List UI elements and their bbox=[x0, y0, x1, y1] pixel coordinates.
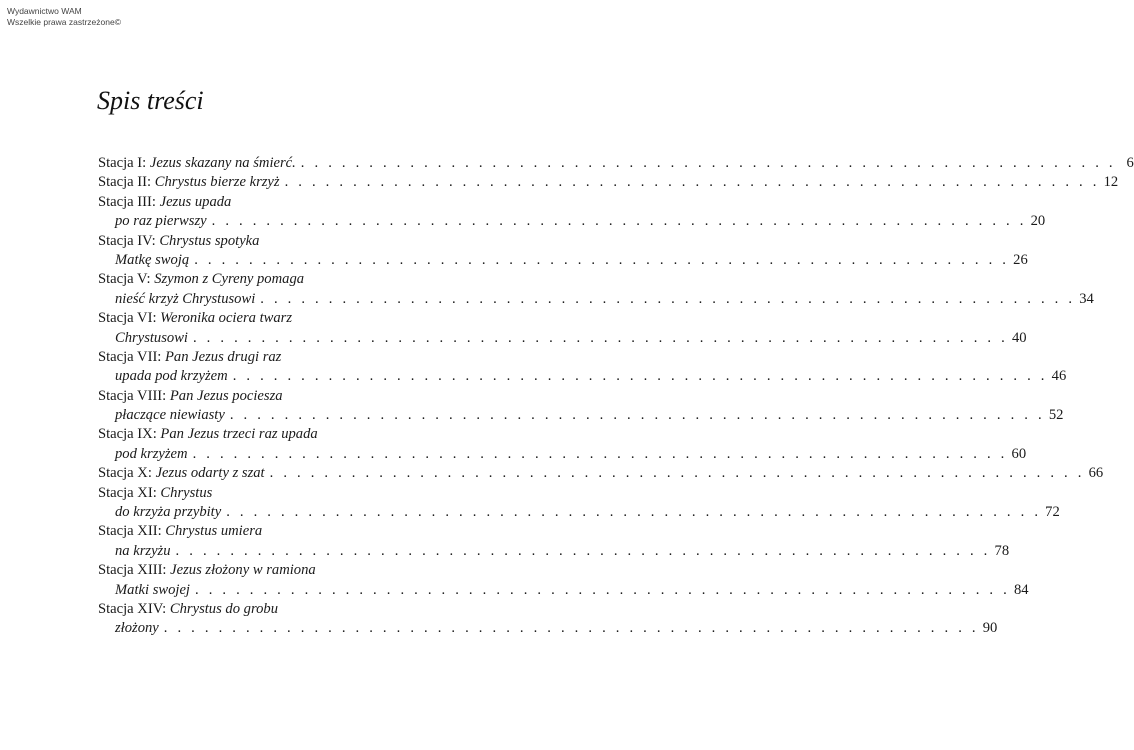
page-number: 40 bbox=[1011, 329, 1027, 346]
page-number: 84 bbox=[1013, 581, 1029, 598]
station-title: po raz pierwszy bbox=[115, 213, 207, 230]
toc-line bbox=[98, 193, 408, 212]
station-label: Stacja IX: bbox=[98, 426, 161, 443]
toc-line bbox=[98, 290, 1094, 309]
toc-line bbox=[98, 561, 408, 580]
toc-line bbox=[98, 503, 1060, 522]
toc-entry bbox=[98, 348, 1067, 387]
toc-entry bbox=[98, 154, 1134, 173]
station-title: złożony bbox=[115, 620, 159, 637]
toc-line bbox=[98, 464, 1104, 483]
page-number: 20 bbox=[1030, 213, 1046, 230]
toc-entry bbox=[98, 600, 998, 639]
dot-leader: . . . . . . . . . . . . . . . . . . . . . . . . . . . . . . . . . . . . . . . . . . . . . . . . . . . . . . . . . . . . bbox=[211, 213, 1027, 230]
toc-line bbox=[98, 154, 1134, 173]
dot-leader: . . . . . . . . . . . . . . . . . . . . . . . . . . . . . . . . . . . . . . . . . . . . . . . . . . . . . . . . . . . . bbox=[269, 465, 1085, 482]
station-label: Stacja XII: bbox=[98, 523, 166, 540]
toc-entry bbox=[98, 484, 1060, 523]
dot-leader: . . . . . . . . . . . . . . . . . . . . . . . . . . . . . . . . . . . . . . . . . . . . . . . . . . . . . . . . . . . . bbox=[232, 368, 1048, 385]
toc-line bbox=[98, 387, 408, 406]
toc-entry bbox=[98, 464, 1104, 483]
station-label: Stacja VI: bbox=[98, 310, 161, 327]
toc-line bbox=[98, 542, 1010, 561]
station-title: Szymon z Cyreny pomaga bbox=[154, 271, 305, 288]
dot-leader: . . . . . . . . . . . . . . . . . . . . . . . . . . . . . . . . . . . . . . . . . . . . . . . . . . . . . . . . . . . . bbox=[260, 290, 1076, 307]
toc-line bbox=[98, 329, 1027, 348]
station-title: Jezus upada bbox=[159, 193, 232, 210]
station-label: Stacja X: bbox=[98, 465, 156, 482]
toc-line bbox=[98, 484, 408, 503]
toc-line bbox=[98, 445, 1027, 464]
page-number: 26 bbox=[1013, 251, 1028, 268]
toc-line bbox=[98, 425, 408, 444]
dot-leader: . . . . . . . . . . . . . . . . . . . . . . . . . . . . . . . . . . . . . . . . . . . . . . . . . . . . . . . . . . . . bbox=[229, 407, 1045, 424]
station-title: Chrystus bbox=[160, 484, 213, 501]
copyright-notice: Wszelkie prawa zastrzeżone© bbox=[7, 17, 121, 27]
station-title: Weronika ociera twarz bbox=[160, 310, 293, 327]
dot-leader: . . . . . . . . . . . . . . . . . . . . . . . . . . . . . . . . . . . . . . . . . . . . . . . . . . . . . . . . . . . . bbox=[192, 329, 1008, 346]
station-title: Pan Jezus drugi raz bbox=[165, 348, 282, 365]
station-title: do krzyża przybity bbox=[115, 504, 222, 521]
station-title: Chrystus bierze krzyż bbox=[154, 174, 280, 191]
page-title: Spis treści bbox=[97, 86, 204, 115]
station-title: nieść krzyż Chrystusowi bbox=[115, 290, 256, 307]
dot-leader: . . . . . . . . . . . . . . . . . . . . . . . . . . . . . . . . . . . . . . . . . . . . . . . . . . . . . . . . . . . . bbox=[192, 445, 1008, 462]
toc-line bbox=[98, 251, 1028, 270]
station-title: Pan Jezus pociesza bbox=[169, 387, 283, 404]
publisher-notice bbox=[7, 6, 121, 28]
toc-entry bbox=[98, 232, 1028, 271]
station-label: Stacja III: bbox=[98, 193, 160, 210]
toc-line bbox=[98, 406, 1064, 425]
station-title: pod krzyżem bbox=[115, 445, 188, 462]
publisher-name: Wydawnictwo WAM bbox=[7, 6, 82, 16]
station-title: Chrystus do grobu bbox=[169, 600, 278, 617]
page-number: 46 bbox=[1051, 368, 1067, 385]
station-label: Stacja XIV: bbox=[98, 600, 170, 617]
page-number: 66 bbox=[1088, 465, 1104, 482]
page-number: 12 bbox=[1103, 174, 1119, 191]
dot-leader: . . . . . . . . . . . . . . . . . . . . . . . . . . . . . . . . . . . . . . . . . . . . . . . . . . . . . . . . . . . . bbox=[284, 174, 1100, 191]
page-number: 72 bbox=[1045, 504, 1060, 521]
dot-leader: . . . . . . . . . . . . . . . . . . . . . . . . . . . . . . . . . . . . . . . . . . . . . . . . . . . . . . . . . . . . bbox=[300, 155, 1116, 171]
station-label: Stacja II: bbox=[98, 174, 155, 191]
station-label: Stacja XI: bbox=[98, 484, 161, 501]
station-title: Chrystusowi bbox=[115, 329, 188, 346]
station-title: na krzyżu bbox=[115, 542, 171, 559]
station-title: płaczące niewiasty bbox=[115, 407, 225, 424]
toc-entry bbox=[98, 522, 1010, 561]
toc-line bbox=[98, 600, 408, 619]
dot-leader: . . . . . . . . . . . . . . . . . . . . . . . . . . . . . . . . . . . . . . . . . . . . . . . . . . . . . . . . . . . . bbox=[175, 542, 991, 559]
toc-line bbox=[98, 232, 408, 251]
toc-line bbox=[98, 619, 998, 638]
station-title: Matki swojej bbox=[115, 581, 190, 598]
station-label: Stacja VII: bbox=[98, 348, 166, 365]
toc-line bbox=[98, 173, 1119, 192]
station-title: upada pod krzyżem bbox=[115, 368, 228, 385]
dot-leader: . . . . . . . . . . . . . . . . . . . . . . . . . . . . . . . . . . . . . . . . . . . . . . . . . . . . . . . . . . . . bbox=[163, 620, 979, 637]
toc-entry bbox=[98, 173, 1119, 192]
toc-line bbox=[98, 212, 1046, 231]
station-title: Chrystus umiera bbox=[165, 523, 263, 540]
dot-leader: . . . . . . . . . . . . . . . . . . . . . . . . . . . . . . . . . . . . . . . . . . . . . . . . . . . . . . . . . . . . bbox=[226, 504, 1042, 521]
toc-line bbox=[98, 270, 408, 289]
station-label: Stacja IV: bbox=[98, 232, 160, 249]
toc-entry bbox=[98, 309, 1027, 348]
page-number: 34 bbox=[1079, 290, 1094, 307]
toc-entry bbox=[98, 270, 1094, 309]
toc-line bbox=[98, 522, 408, 541]
page-number: 60 bbox=[1011, 445, 1027, 462]
page-number: 90 bbox=[982, 620, 998, 637]
dot-leader: . . . . . . . . . . . . . . . . . . . . . . . . . . . . . . . . . . . . . . . . . . . . . . . . . . . . . . . . . . . . bbox=[194, 251, 1010, 268]
station-title: Jezus odarty z szat bbox=[155, 465, 265, 482]
toc-line bbox=[98, 309, 408, 328]
station-label: Stacja VIII: bbox=[98, 387, 170, 404]
station-title: Pan Jezus trzeci raz upada bbox=[160, 426, 318, 443]
toc-entry bbox=[98, 193, 1046, 232]
page-number: 78 bbox=[994, 542, 1010, 559]
page-number: 6 bbox=[1126, 155, 1134, 171]
toc-line bbox=[98, 348, 408, 367]
toc-line bbox=[98, 581, 1029, 600]
station-label: Stacja I: bbox=[98, 155, 150, 171]
toc-line bbox=[98, 367, 1067, 386]
station-label: Stacja XIII: bbox=[98, 562, 171, 579]
toc-entry bbox=[98, 561, 1029, 600]
station-title: Jezus skazany na śmierć. bbox=[149, 155, 296, 171]
station-title: Jezus złożony w ramiona bbox=[170, 562, 316, 579]
table-of-contents bbox=[98, 154, 1134, 639]
station-title: Matkę swoją bbox=[115, 251, 190, 268]
dot-leader: . . . . . . . . . . . . . . . . . . . . . . . . . . . . . . . . . . . . . . . . . . . . . . . . . . . . . . . . . . . . bbox=[195, 581, 1010, 598]
page-number: 52 bbox=[1048, 407, 1064, 424]
toc-entry bbox=[98, 425, 1027, 464]
station-title: Chrystus spotyka bbox=[159, 232, 260, 249]
station-label: Stacja V: bbox=[98, 271, 155, 288]
toc-entry bbox=[98, 387, 1064, 426]
